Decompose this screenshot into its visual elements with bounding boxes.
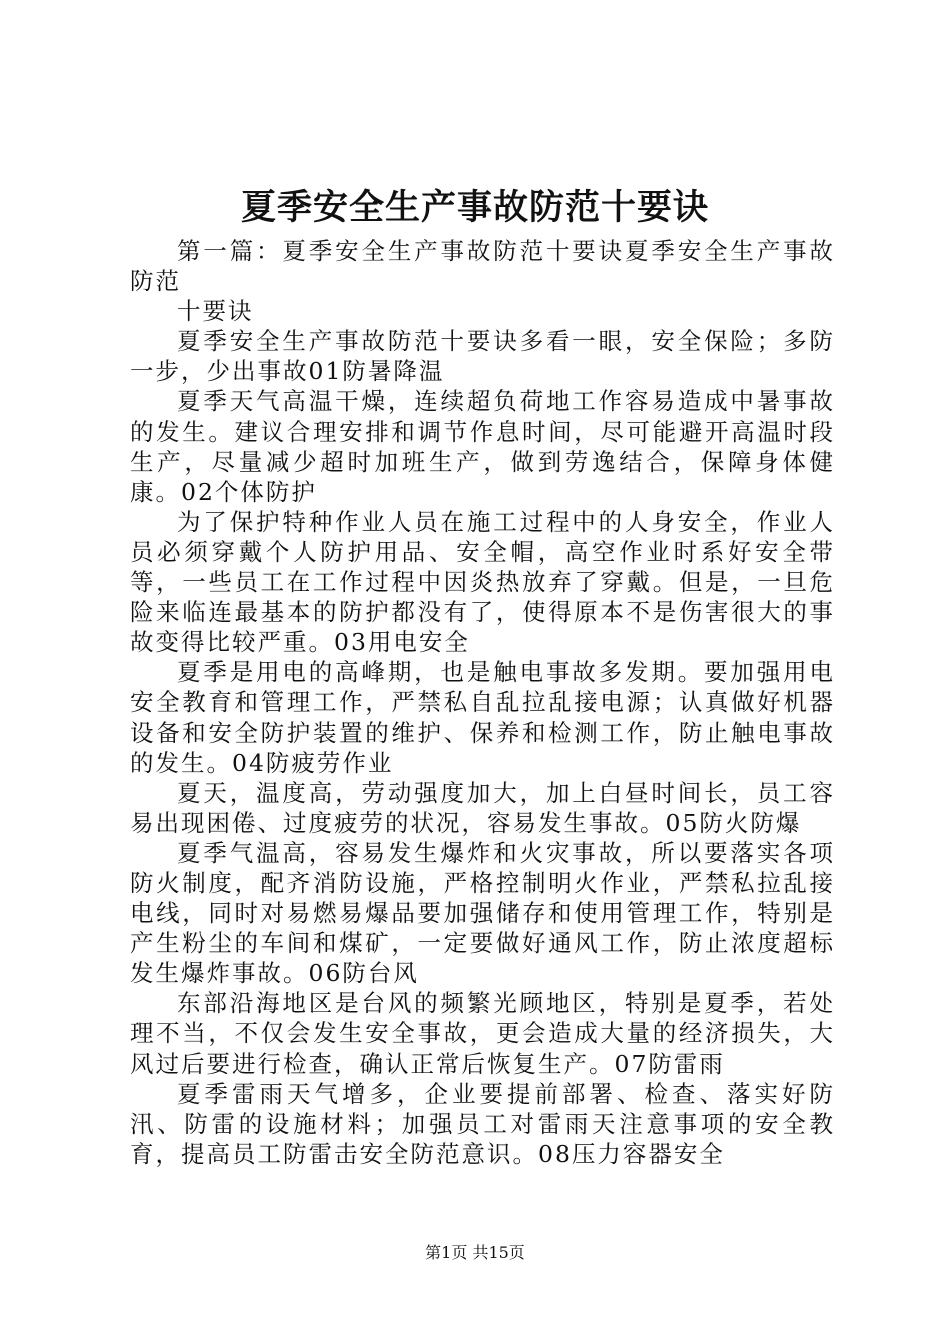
paragraph-9: 东部沿海地区是台风的频繁光顾地区，特别是夏季，若处理不当，不仅会发生安全事故，更会造成大量的经济损失，大风过后要进行检查，确认正常后恢复生产。07防雷雨 bbox=[130, 989, 835, 1078]
paragraph-2: 十要诀 bbox=[177, 297, 254, 326]
page-footer: 第1页 共15页 bbox=[425, 1243, 525, 1262]
paragraph-5: 为了保护特种作业人员在施工过程中的人身安全，作业人员必须穿戴个人防护用品、安全帽，高空作业时系好安全带等，一些员工在工作过程中因炎热放弃了穿戴。但是，一旦危险来临连最基本的防护都没有了，使得原本不是伤害很大的事故变得比较严重。03用电安全 bbox=[130, 507, 835, 657]
paragraph-8: 夏季气温高，容易发生爆炸和火灾事故，所以要落实各项防火制度，配齐消防设施，严格控制明火作业，严禁私拉乱接电线，同时对易燃易爆品要加强储存和使用管理工作，特别是产生粉尘的车间和煤矿，一定要做好通风工作，防止浓度超标发生爆炸事故。06防台风 bbox=[130, 838, 835, 988]
paragraph-6: 夏季是用电的高峰期，也是触电事故多发期。要加强用电安全教育和管理工作，严禁私自乱拉乱接电源；认真做好机器设备和安全防护装置的维护、保养和检测工作，防止触电事故的发生。04防疲劳作业 bbox=[130, 658, 835, 777]
paragraph-1: 第一篇：夏季安全生产事故防范十要诀夏季安全生产事故防范 bbox=[130, 237, 835, 296]
paragraph-10: 夏季雷雨天气增多，企业要提前部署、检查、落实好防汛、防雷的设施材料；加强员工对雷雨天注意事项的安全教育，提高员工防雷击安全防范意识。08压力容器安全 bbox=[130, 1079, 835, 1168]
document-body bbox=[130, 236, 835, 1169]
paragraph-3: 夏季安全生产事故防范十要诀多看一眼，安全保险；多防一步，少出事故01防暑降温 bbox=[130, 327, 835, 386]
document-title: 夏季安全生产事故防范十要诀 bbox=[240, 187, 709, 228]
paragraph-4: 夏季天气高温干燥，连续超负荷地工作容易造成中暑事故的发生。建议合理安排和调节作息时间，尽可能避开高温时段生产，尽量减少超时加班生产，做到劳逸结合，保障身体健康。02个体防护 bbox=[130, 387, 835, 506]
paragraph-7: 夏天，温度高，劳动强度加大，加上白昼时间长，员工容易出现困倦、过度疲劳的状况，容易发生事故。05防火防爆 bbox=[130, 778, 835, 837]
